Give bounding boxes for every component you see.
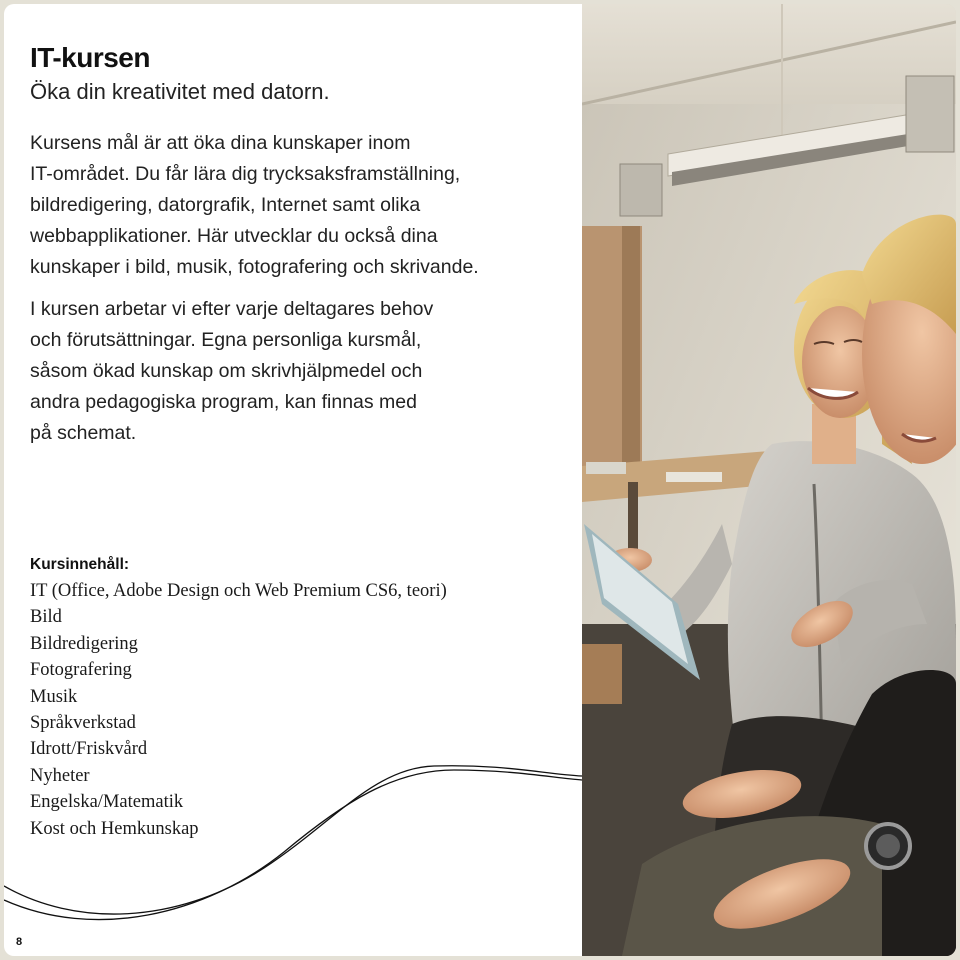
photo-illustration [582,4,956,956]
paragraph-line: bildredigering, datorgrafik, Internet samt olika [30,194,421,216]
paragraph-line: webbapplikationer. Här utvecklar du också dina [30,225,438,247]
intro-paragraph [30,128,570,283]
course-item: Musik [30,686,78,707]
course-item: Kost och Hemkunskap [30,818,199,839]
paragraph-line: såsom ökad kunskap om skrivhjälpmedel och [30,360,423,382]
second-paragraph [30,294,570,449]
course-item: IT (Office, Adobe Design och Web Premium CS6, teori) [30,581,447,601]
swirl-decoration-icon [4,744,582,944]
course-content-heading: Kursinnehåll: [30,556,130,573]
page-title: IT-kursen [30,42,150,73]
course-item: Engelska/Matematik [30,792,184,813]
course-item: Språkverkstad [30,713,136,734]
paragraph-line: andra pedagogiska program, kan finnas med [30,391,417,413]
page-subtitle: Öka din kreativitet med datorn. [30,79,330,104]
paragraph-line: på schemat. [30,422,137,444]
course-item: Bild [30,607,62,628]
students-photo [582,4,956,956]
paragraph-line: Kursens mål är att öka dina kunskaper inom [30,132,411,154]
course-item: Nyheter [30,765,90,786]
page-number: 8 [16,936,23,948]
paragraph-line: I kursen arbetar vi efter varje deltagares behov [30,298,434,320]
paragraph-line: kunskaper i bild, musik, fotografering och skrivande. [30,256,479,278]
course-item: Fotografering [30,660,132,681]
course-item: Idrott/Friskvård [30,739,148,760]
course-item: Bildredigering [30,633,138,654]
paragraph-line: IT-området. Du får lära dig trycksaksframställning, [30,163,461,185]
paragraph-line: och förutsättningar. Egna personliga kursmål, [30,329,422,351]
text-panel [4,4,582,956]
